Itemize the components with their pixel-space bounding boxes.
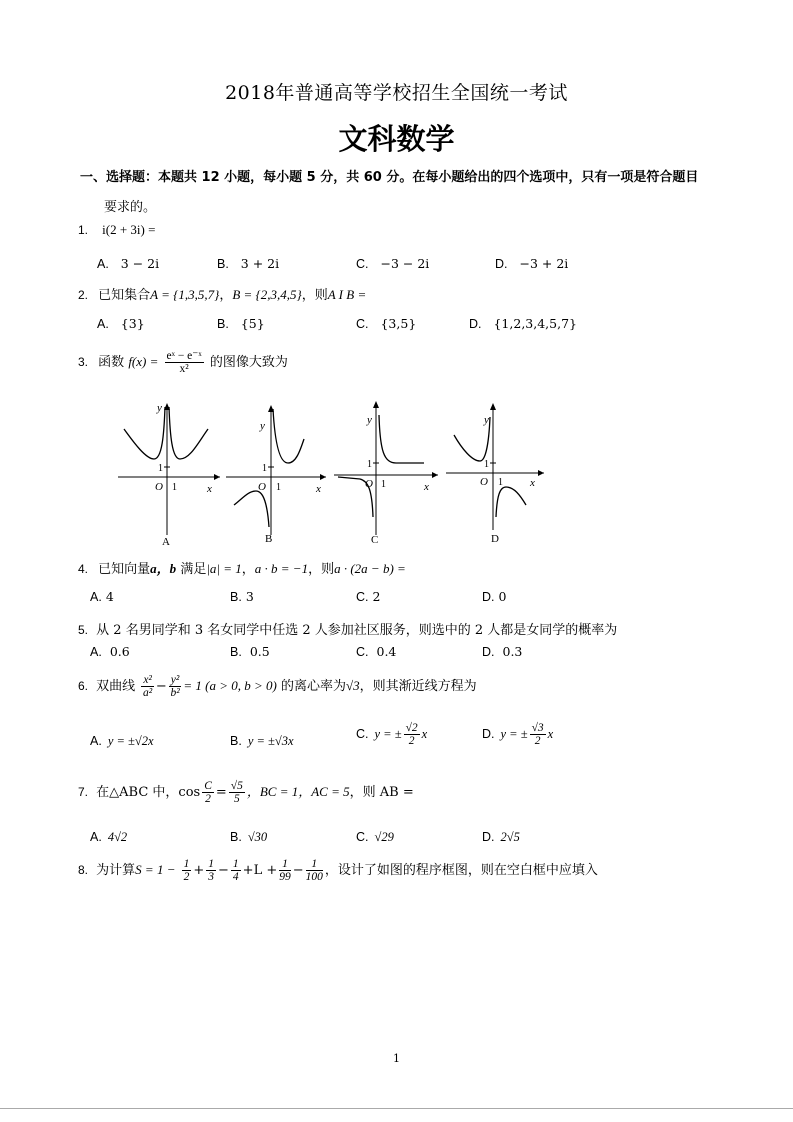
graph-b bbox=[226, 405, 326, 545]
question-number: 8. bbox=[78, 863, 89, 878]
svg-text:O: O bbox=[258, 481, 266, 493]
option-d: D. 0 bbox=[482, 589, 507, 604]
svg-text:x: x bbox=[316, 483, 321, 495]
question-3: 3. 函数 f(x) = $\frac{\text{eˣ − e⁻ˣ}}{\text{x²}}$ 的图像大致为 bbox=[78, 350, 288, 376]
question-4: 4. 已知向量a，b 满足|a| = 1，a · b = −1，则a · (2a − b) = bbox=[78, 561, 406, 577]
page-bottom-divider bbox=[0, 1108, 793, 1109]
option-c: C. −3 − 2i bbox=[356, 256, 430, 271]
svg-text:O: O bbox=[480, 476, 488, 488]
option-b: B. y = ±√3x bbox=[230, 734, 294, 748]
svg-text:1: 1 bbox=[276, 482, 281, 493]
svg-text:1: 1 bbox=[367, 459, 372, 470]
svg-text:x: x bbox=[424, 481, 429, 493]
option-a: A. 0.6 bbox=[90, 644, 130, 659]
graph-d bbox=[446, 403, 544, 545]
option-c: C. √29 bbox=[356, 830, 394, 844]
option-a: A. 4 bbox=[90, 589, 114, 604]
option-c: C. y = ± $\frac{√2}{2}$ x bbox=[356, 722, 428, 748]
option-a: A. 3 − 2i bbox=[97, 256, 160, 271]
option-b: B. 3 + 2i bbox=[217, 256, 280, 271]
option-b: B. √30 bbox=[230, 830, 268, 844]
svg-text:x: x bbox=[530, 477, 535, 489]
option-b: B. 0.5 bbox=[230, 644, 270, 659]
graph-label: B bbox=[265, 533, 273, 545]
svg-text:1: 1 bbox=[172, 482, 177, 493]
exam-subtitle: 文科数学 bbox=[338, 122, 455, 156]
graph-label: C bbox=[371, 534, 379, 546]
option-d: D. y = ± $\frac{√3}{2}$ x bbox=[482, 722, 554, 748]
option-a: A. y = ±√2x bbox=[90, 734, 154, 748]
option-a: A. 4√2 bbox=[90, 830, 128, 844]
question-number: 4. bbox=[78, 562, 89, 576]
option-d: D. 2√5 bbox=[482, 830, 520, 844]
question-number: 5. bbox=[78, 623, 89, 637]
svg-text:y: y bbox=[367, 414, 372, 426]
option-d: D. −3 + 2i bbox=[495, 256, 569, 271]
option-b: B. {5} bbox=[217, 316, 265, 331]
graph-label: A bbox=[162, 536, 170, 548]
svg-text:1: 1 bbox=[381, 479, 386, 490]
section-instruction-cont: 要求的。 bbox=[104, 200, 157, 215]
question-number: 2. bbox=[78, 288, 89, 302]
svg-text:1: 1 bbox=[158, 463, 163, 474]
graph-a bbox=[118, 402, 220, 548]
question-number: 6. bbox=[78, 679, 89, 694]
svg-text:1: 1 bbox=[498, 477, 503, 488]
option-c: C. 2 bbox=[356, 589, 381, 604]
graph-label: D bbox=[491, 533, 499, 545]
question-number: 3. bbox=[78, 355, 89, 370]
exam-title: 2018年普通高等学校招生全国统一考试 bbox=[225, 82, 568, 104]
question-1 bbox=[78, 222, 155, 238]
option-c: C. 0.4 bbox=[356, 644, 397, 659]
question-2: 2. 已知集合A = {1,3,5,7}，B = {2,3,4,5}，则A I B = bbox=[78, 287, 367, 303]
svg-text:1: 1 bbox=[484, 459, 489, 470]
svg-text:O: O bbox=[155, 481, 163, 493]
option-d: D. 0.3 bbox=[482, 644, 523, 659]
svg-text:y: y bbox=[484, 414, 489, 426]
option-a: A. {3} bbox=[97, 316, 145, 331]
question-number: 7. bbox=[78, 785, 89, 800]
svg-text:y: y bbox=[157, 402, 162, 414]
svg-text:O: O bbox=[365, 478, 373, 490]
svg-text:x: x bbox=[207, 483, 212, 495]
question-5: 5. 从 2 名男同学和 3 名女同学中任选 2 人参加社区服务，则选中的 2 人都是女同学的概率为 bbox=[78, 623, 618, 638]
section-instruction: 一、选择题：本题共 12 小题，每小题 5 分，共 60 分。在每小题给出的四个选项中，只有一项是符合题目 bbox=[80, 170, 699, 185]
function-graphs bbox=[110, 395, 550, 550]
question-stem: i(2 + 3i) = bbox=[102, 222, 156, 237]
option-b: B. 3 bbox=[230, 589, 254, 604]
question-number: 1. bbox=[78, 223, 89, 237]
svg-text:1: 1 bbox=[262, 463, 267, 474]
graph-c bbox=[334, 401, 438, 546]
option-d: D. {1,2,3,4,5,7} bbox=[469, 316, 577, 331]
option-c: C. {3,5} bbox=[356, 316, 417, 331]
question-7: 7. 在△ABC 中，cos $\frac{C}{2}$ = $\frac{√5}{5}$ ，BC = 1，AC = 5，则 AB = bbox=[78, 780, 414, 806]
page-number: 1 bbox=[393, 1052, 400, 1065]
question-8: 8. 为计算S = 1 − $\frac{1}{2}$ + $\frac{1}{3}$ − $\frac{1}{4}$ +L + $\frac{1}{99}$ − $\frac{1}{100}$ ，设计了如图的程序框图，则在空白框中应填入 bbox=[78, 858, 598, 884]
svg-text:y: y bbox=[260, 420, 265, 432]
question-6: 6. 双曲线 $\frac{\text{x²}}{\text{a²}}$ − $\frac{\text{y²}}{\text{b²}}$ = 1 (a > 0, b > 0) 的离心率为√3，则其渐近线方程为 bbox=[78, 674, 477, 700]
